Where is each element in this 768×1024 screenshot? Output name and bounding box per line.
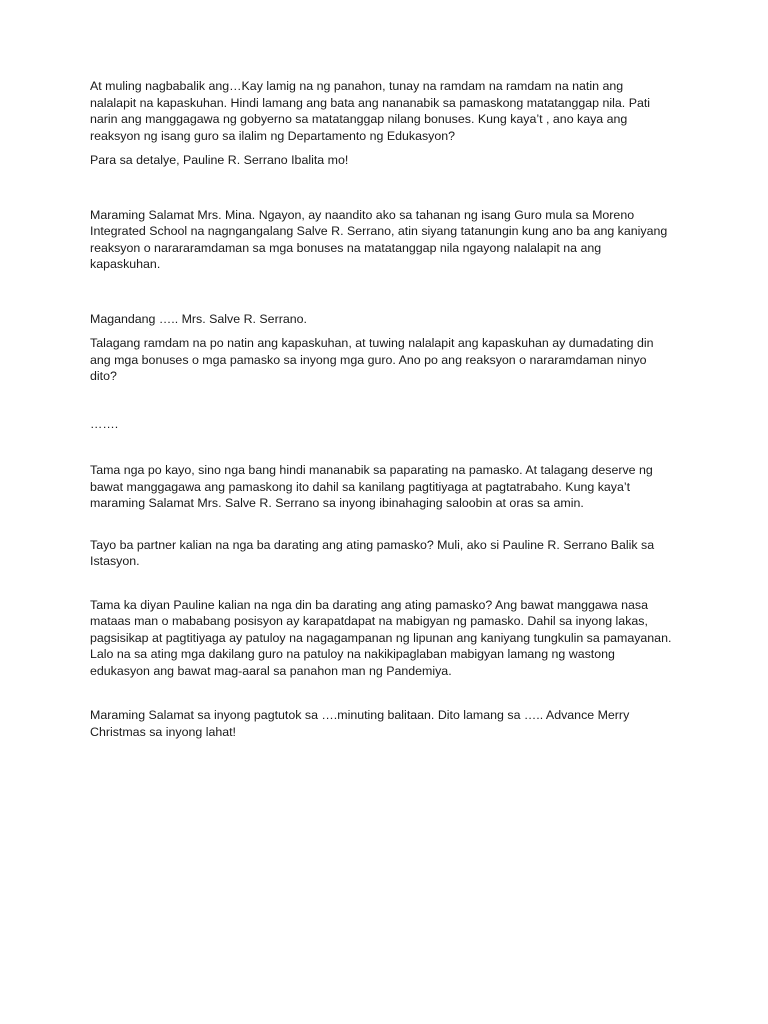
paragraph-greeting: Magandang ….. Mrs. Salve R. Serrano. <box>90 311 307 326</box>
paragraph-intro: At muling nagbabalik ang…Kay lamig na ng panahon, tunay na ramdam na ramdam na natin ang nalalapit na kapaskuhan. Hindi lamang ang bata ang nananabik sa pamaskong matatanggap nila. Pati narin ang manggagawa ng gobyerno sa matatanggap nilang bonuses. Kung kaya’t , ano kaya ang reaksyon ng isang guro sa ilalim ng Departamento ng Edukasyon? <box>90 79 651 143</box>
paragraph-closing: Maraming Salamat sa inyong pagtutok sa ….minuting balitaan. Dito lamang sa ….. Advance Merry Christmas sa inyong lahat! <box>90 708 630 739</box>
paragraph-reporter-intro: Maraming Salamat Mrs. Mina. Ngayon, ay naandito ako sa tahanan ng isang Guro mula sa Moreno Integrated School na nagngangalang Salve R. Serrano, atin siyang tatanungin kung ano ba ang kaniyang reaksyon o narararamdaman sa mga bonuses na matatanggap nila ngayong nalalapit na ang kapaskuhan. <box>90 207 668 271</box>
paragraph-question: Talagang ramdam na po natin ang kapaskuhan, at tuwing nalalapit ang kapaskuhan ay dumadating din ang mga bonuses o mga pamasko sa inyong mga guro. Ano po ang reaksyon o nararamdaman ninyo dito? <box>90 336 654 383</box>
paragraph-anchor-response: Tama ka diyan Pauline kalian na nga din ba darating ang ating pamasko? Ang bawat manggawa nasa mataas man o mababang posisyon ay karapatdapat na mabigyan ng pamasko. Dahil sa inyong lakas, pagsisikap at pagtitiyaga ay patuloy na nagagampanan ng lipunan ang kaniyang tungkulin sa pamayanan. Lalo na sa ating mga dakilang guro na patuloy na nakikipaglaban mabigyan lamang ng wastong edukasyon ang bawat mag-aaral sa panahon man ng Pandemiya. <box>90 597 672 678</box>
document-body <box>90 78 690 740</box>
paragraph-handoff: Para sa detalye, Pauline R. Serrano Ibalita mo! <box>90 153 349 167</box>
paragraph-ellipsis: ……. <box>90 416 119 431</box>
paragraph-thanks: Tama nga po kayo, sino nga bang hindi mananabik sa paparating na pamasko. At talagang deserve ng bawat manggagawa ang pamaskong ito dahil sa kanilang pagtitiyaga at pagtatrabaho. Kung kaya’t maraming Salamat Mrs. Salve R. Serrano sa inyong ibinahaging saloobin at oras sa amin. <box>90 463 653 510</box>
paragraph-partner: Tayo ba partner kalian na nga ba darating ang ating pamasko? Muli, ako si Pauline R. Serrano Balik sa Istasyon. <box>90 537 655 568</box>
